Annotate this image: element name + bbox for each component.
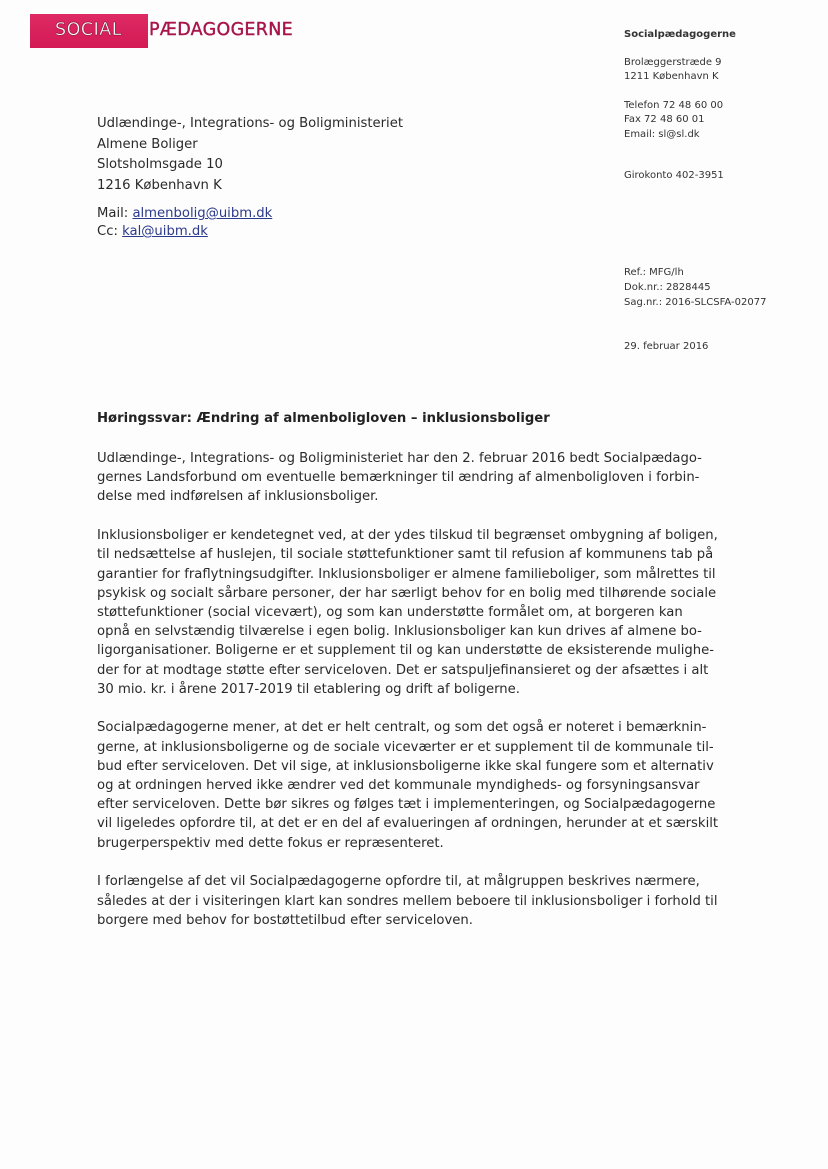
letter-date: 29. februar 2016	[624, 341, 709, 352]
paragraph-line: 30 mio. kr. i årene 2017-2019 til etablering og drift af boligerne.	[97, 681, 520, 697]
paragraph-line: gerne, at inklusionsboligerne og de sociale viceværter er et supplement til de kommunale til-	[97, 739, 714, 755]
mail-label: Mail:	[97, 206, 133, 221]
paragraph-line: I forlængelse af det vil Socialpædagogerne opfordre til, at målgruppen beskrives nærmere,	[97, 874, 700, 890]
sender-info	[624, 28, 736, 184]
document-references	[624, 265, 766, 310]
recipient-contacts	[97, 205, 272, 241]
recipient-department: Almene Boliger	[97, 136, 198, 152]
paragraph-line: Udlændinge-, Integrations- og Boligministeriet har den 2. februar 2016 bedt Socialpædago-	[97, 451, 702, 466]
recipient-city: 1216 København K	[97, 177, 222, 193]
paragraph-1	[97, 449, 737, 507]
paragraph-line: delse med indførelsen af inklusionsboliger.	[97, 489, 379, 505]
sender-address	[624, 56, 736, 85]
ref-document-number: Dok.nr.: 2828445	[624, 282, 711, 293]
cc-line	[97, 223, 272, 241]
ref-case-number: Sag.nr.: 2016-SLCSFA-02077	[624, 297, 767, 308]
paragraph-line: efter serviceloven. Dette bør sikres og følges tæt i implementeringen, og Socialpædagogerne	[97, 797, 716, 813]
logo-text-social: SOCIAL	[55, 20, 122, 41]
paragraph-line: borgere med behov for bostøttetilbud efter serviceloven.	[97, 912, 473, 928]
paragraph-line: og at ordningen herved ikke ændrer ved det kommunale myndigheds- og forsyningsansvar	[97, 778, 700, 794]
recipient-ministry: Udlændinge-, Integrations- og Boligministeriet	[97, 116, 404, 131]
cc-label: Cc:	[97, 224, 123, 239]
recipient-address	[97, 114, 403, 196]
sender-org-name: Socialpædagogerne	[624, 29, 736, 40]
paragraph-line: således at der i visiteringen klart kan sondres mellem beboere til inklusionsboliger i forhold til	[97, 893, 718, 909]
sender-phone: Telefon 72 48 60 00	[624, 99, 724, 111]
logo-text-paedagogerne: PÆDAGOGERNE	[149, 20, 293, 41]
paragraph-line: støttefunktioner (social vicevært), og som kan understøtte formålet om, at borgeren kan	[97, 604, 683, 620]
sender-email: Email: sl@sl.dk	[624, 128, 700, 140]
paragraph-line: gernes Landsforbund om eventuelle bemærkninger til ændring af almenboligloven i forbin-	[97, 470, 700, 486]
paragraph-line: garantier for fraflytningsudgifter. Inklusionsboliger er almene familieboliger, som målrettes til	[97, 566, 716, 582]
mail-link[interactable]: almenbolig@uibm.dk	[132, 206, 273, 221]
paragraph-line: bud efter serviceloven. Det vil sige, at inklusionsboligerne ikke skal fungere som et alternativ	[97, 758, 714, 774]
paragraph-line: vil ligeledes opfordre til, at det er en del af evalueringen af ordningen, herunder at et særskilt	[97, 816, 719, 832]
letter-subject: Høringssvar: Ændring af almenboligloven – inklusionsboliger	[97, 411, 550, 426]
paragraph-line: Socialpædagogerne mener, at det er helt centralt, og som det også er noteret i bemærknin-	[97, 720, 707, 736]
recipient-street: Slotsholmsgade 10	[97, 157, 223, 172]
mail-line	[97, 205, 272, 223]
paragraph-line: psykisk og socialt sårbare personer, der har særligt behov for en bolig med tilhørende sociale	[97, 585, 717, 601]
paragraph-3	[97, 718, 737, 852]
sender-street: Brolæggerstræde 9	[624, 56, 722, 68]
ref-initials: Ref.: MFG/lh	[624, 267, 684, 278]
sender-contact	[624, 99, 736, 143]
paragraph-line: til nedsættelse af huslejen, til sociale støttefunktioner samt til refusion af kommunens tab på	[97, 547, 714, 563]
logo-social-box	[30, 14, 148, 48]
paragraph-line: brugerperspektiv med dette fokus er repræsenteret.	[97, 835, 444, 851]
letter-body	[97, 449, 737, 949]
sender-fax: Fax 72 48 60 01	[624, 114, 705, 125]
paragraph-2	[97, 526, 737, 699]
sender-giro: Girokonto 402-3951	[624, 170, 724, 181]
paragraph-line: der for at modtage støtte efter serviceloven. Det er satspuljefinansieret og der afsættes i alt	[97, 662, 709, 678]
organization-logo	[30, 14, 293, 48]
cc-link[interactable]: kal@uibm.dk	[122, 224, 208, 239]
sender-city: 1211 København K	[624, 71, 719, 82]
paragraph-line: opnå en selvstændig tilværelse i egen bolig. Inklusionsboliger kan kun drives af almene bo-	[97, 624, 702, 640]
paragraph-line: Inklusionsboliger er kendetegnet ved, at der ydes tilskud til begrænset ombygning af boligen,	[97, 528, 718, 544]
paragraph-4	[97, 872, 737, 930]
paragraph-line: ligorganisationer. Boligerne er et supplement til og kan understøtte de eksisterende mulighe-	[97, 643, 715, 659]
